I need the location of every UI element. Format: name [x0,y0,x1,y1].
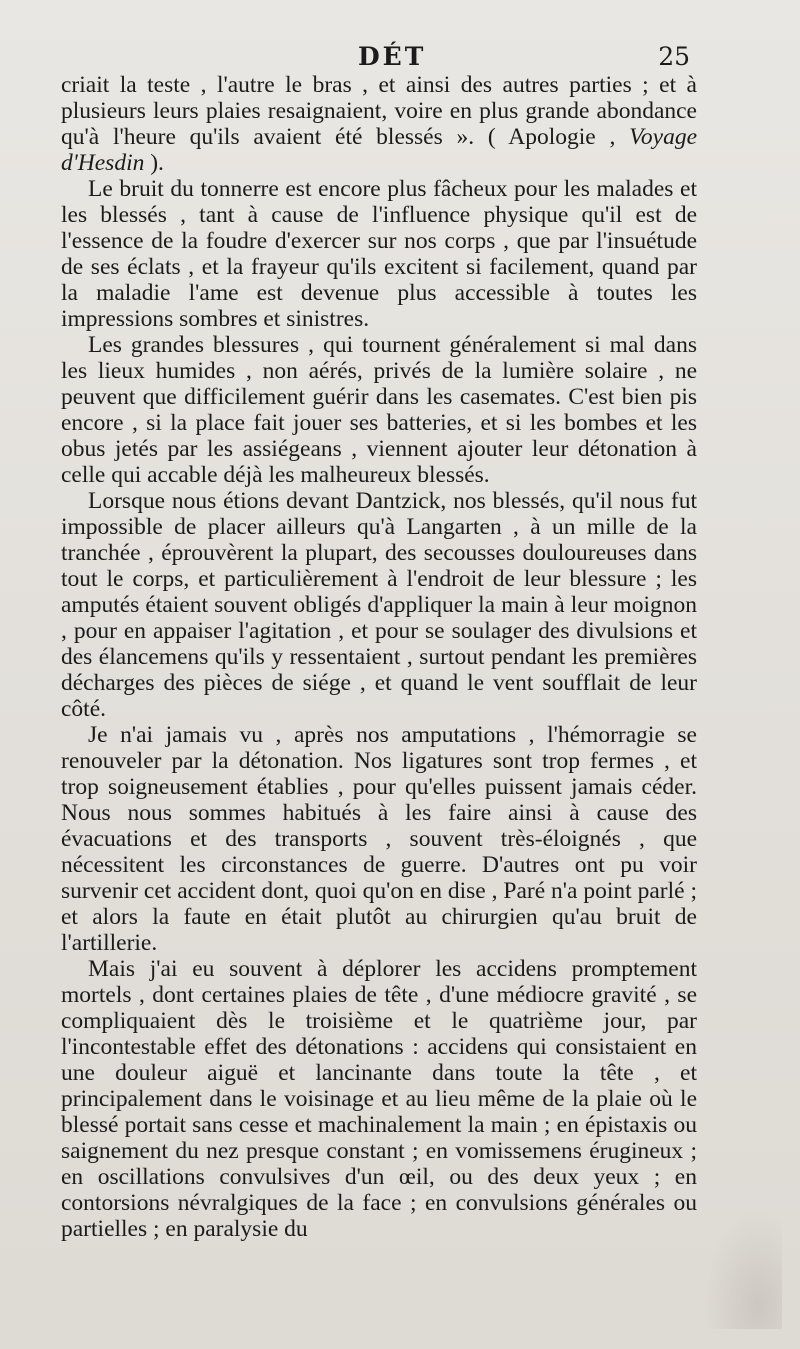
citation-close: ). [144,150,164,176]
paragraph: Lorsque nous étions devant Dantzick, nos blessés, qu'il nous fut impossible de placer ailleurs qu'à Langarten , à un mille de la tranchée , éprouvèrent la plupart, des secousses douloureuses dans tout le corps, et particulièrement à l'endroit de leur blessure ; les amputés étaient souvent obligés d'appliquer la main à leur moignon , pour en appaiser l'agitation , et pour se soulager des divulsions et des élancemens qu'ils y ressentaient , surtout pendant les premières décharges des pièces de siége , et quand le vent soufflait de leur côté. [61,488,697,722]
paragraph: Mais j'ai eu souvent à déplorer les accidens promptement mortels , dont certaines plaies de tête , d'une médiocre gravité , se compliquaient dès le troisième et le quatrième jour, par l'incontestable effet des détonations : accidens qui consistaient en une douleur aiguë et lancinante dans toute la tête , et principalement dans le voisinage et au lieu même de la plaie où le blessé portait sans cesse et machinalement la main ; en épistaxis ou saignement du nez presque constant ; en vomissemens érugineux ; en oscillations convulsives d'un œil, ou des deux yeux ; en contorsions névralgiques de la face ; en convulsions générales ou partielles ; en paralysie du [61,956,697,1242]
paragraph: Le bruit du tonnerre est encore plus fâcheux pour les malades et les blessés , tant à cause de l'influence physique qu'il est de l'essence de la foudre d'exercer sur nos corps , que par l'insuétude de ses éclats , et la frayeur qu'ils excitent si facilement, quand par la maladie l'ame est devenue plus accessible à toutes les impressions sombres et sinistres. [61,176,697,332]
citation-title: Voyage d'Hesdin [61,124,698,176]
paragraph: Les grandes blessures , qui tournent généralement si mal dans les lieux humides , non aérés, privés de la lumière solaire , ne peuvent que difficilement guérir dans les casemates. C'est bien pis encore , si la place fait jouer ses batteries, et si les bombes et les obus jetés par les assiégeans , viennent ajouter leur détonation à celle qui accable déjà les malheureux blessés. [61,332,697,488]
paragraph-continued [61,72,697,176]
running-head: DÉT [358,42,427,71]
body-text [61,72,697,1242]
paragraph-text: criait la teste , l'autre le bras , et ainsi des autres parties ; et à plusieurs leurs plaies resaignaient, voire en plus grande abondance qu'à l'heure qu'ils avaient été blessés ». ( Apologie , [61,72,697,150]
paper-stain [702,1209,782,1329]
paragraph: Je n'ai jamais vu , après nos amputations , l'hémorragie se renouveler par la détonation. Nos ligatures sont trop fermes , et trop soigneusement établies , pour qu'elles puissent jamais céder. Nous nous sommes habitués à les faire ainsi à cause des évacuations et des transports , souvent très-éloignés , que nécessitent les circonstances de guerre. D'autres ont pu voir survenir cet accident dont, quoi qu'on en dise , Paré n'a point parlé ; et alors la faute en était plutôt au chirurgien qu'au bruit de l'artillerie. [61,722,697,956]
page-number: 25 [658,42,690,71]
